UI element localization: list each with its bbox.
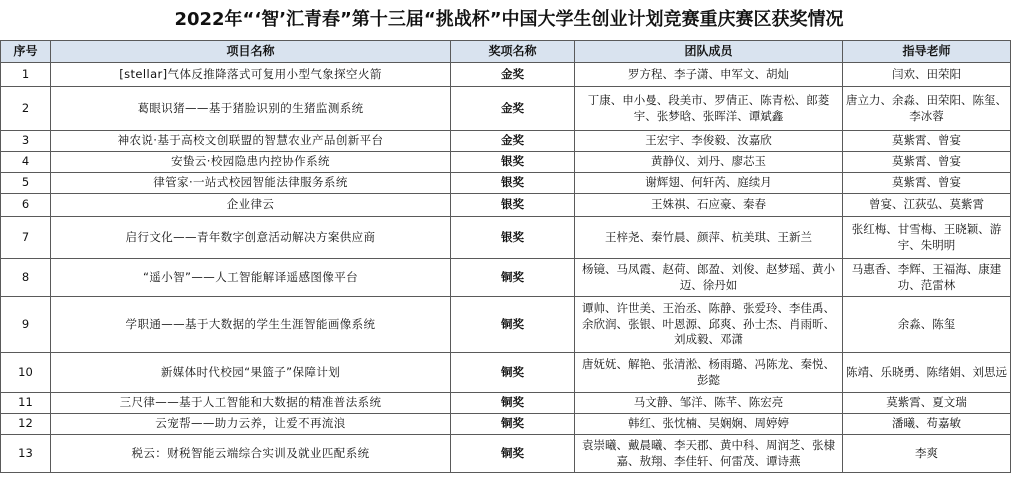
team-members: 袁崇曦、戴晨曦、李天郡、黄中科、周润芝、张棣嘉、敖翔、李佳轩、何雷茂、谭诗燕 bbox=[575, 435, 843, 473]
team-members: 丁康、申小曼、段美市、罗倩正、陈青松、郎菱宇、张梦晗、张晖洋、谭斌鑫 bbox=[575, 87, 843, 131]
advisors: 莫紫霄、曾宴 bbox=[843, 152, 1011, 173]
table-row bbox=[1, 87, 1011, 131]
team-members: 王梓尧、秦竹晨、颜萍、杭美琪、王新兰 bbox=[575, 217, 843, 259]
advisors: 陈靖、乐晓勇、陈绪娟、刘思远 bbox=[843, 353, 1011, 393]
award-level: 银奖 bbox=[451, 194, 575, 217]
table-row bbox=[1, 131, 1011, 152]
award-level: 银奖 bbox=[451, 152, 575, 173]
advisors: 莫紫霄、曾宴 bbox=[843, 131, 1011, 152]
advisors: 唐立力、余淼、田荣阳、陈玺、李冰蓉 bbox=[843, 87, 1011, 131]
advisors: 闫欢、田荣阳 bbox=[843, 63, 1011, 87]
table-row bbox=[1, 435, 1011, 473]
project-name: [stellar]气体反推降落式可复用小型气象探空火箭 bbox=[51, 63, 451, 87]
row-no: 1 bbox=[1, 63, 51, 87]
award-table bbox=[0, 40, 1011, 473]
project-name: 律管家·一站式校园智能法律服务系统 bbox=[51, 173, 451, 194]
project-name: 安蛰云·校园隐患内控协作系统 bbox=[51, 152, 451, 173]
row-no: 6 bbox=[1, 194, 51, 217]
table-row bbox=[1, 173, 1011, 194]
header-no: 序号 bbox=[1, 41, 51, 63]
award-level: 银奖 bbox=[451, 217, 575, 259]
table-row bbox=[1, 414, 1011, 435]
award-level: 铜奖 bbox=[451, 259, 575, 297]
team-members: 马文静、邹洋、陈芊、陈宏亮 bbox=[575, 393, 843, 414]
table-row bbox=[1, 152, 1011, 173]
page-title: 2022年“‘智’汇青春”第十三届“挑战杯”中国大学生创业计划竞赛重庆赛区获奖情况 bbox=[174, 9, 844, 30]
advisors: 李爽 bbox=[843, 435, 1011, 473]
project-name: 葛眼识猪——基于猪脸识别的生猪监测系统 bbox=[51, 87, 451, 131]
row-no: 11 bbox=[1, 393, 51, 414]
row-no: 9 bbox=[1, 297, 51, 353]
advisors: 潘曦、苟嘉敏 bbox=[843, 414, 1011, 435]
team-members: 杨镜、马凤霞、赵荷、郎盈、刘俊、赵梦瑶、黄小迈、徐丹如 bbox=[575, 259, 843, 297]
table-row bbox=[1, 63, 1011, 87]
project-name: 学职通——基于大数据的学生生涯智能画像系统 bbox=[51, 297, 451, 353]
row-no: 10 bbox=[1, 353, 51, 393]
award-level: 铜奖 bbox=[451, 393, 575, 414]
row-no: 7 bbox=[1, 217, 51, 259]
row-no: 3 bbox=[1, 131, 51, 152]
row-no: 12 bbox=[1, 414, 51, 435]
table-row bbox=[1, 393, 1011, 414]
row-no: 13 bbox=[1, 435, 51, 473]
header-row bbox=[1, 41, 1011, 63]
advisors: 余淼、陈玺 bbox=[843, 297, 1011, 353]
advisors: 莫紫霄、曾宴 bbox=[843, 173, 1011, 194]
table-row bbox=[1, 194, 1011, 217]
project-name: 新媒体时代校园“果篮子”保障计划 bbox=[51, 353, 451, 393]
header-project: 项目名称 bbox=[51, 41, 451, 63]
award-level: 金奖 bbox=[451, 63, 575, 87]
award-level: 铜奖 bbox=[451, 297, 575, 353]
row-no: 4 bbox=[1, 152, 51, 173]
row-no: 2 bbox=[1, 87, 51, 131]
header-advisor: 指导老师 bbox=[843, 41, 1011, 63]
award-level: 银奖 bbox=[451, 173, 575, 194]
project-name: 三尺律——基于人工智能和大数据的精准普法系统 bbox=[51, 393, 451, 414]
team-members: 王姝祺、石应豪、秦春 bbox=[575, 194, 843, 217]
award-level: 铜奖 bbox=[451, 414, 575, 435]
team-members: 唐妩妩、解艳、张清淞、杨雨璐、冯陈龙、秦悦、彭懿 bbox=[575, 353, 843, 393]
project-name: 云宠帮——助力云养，让爱不再流浪 bbox=[51, 414, 451, 435]
project-name: 税云：财税智能云端综合实训及就业匹配系统 bbox=[51, 435, 451, 473]
advisors: 莫紫霄、夏文瑞 bbox=[843, 393, 1011, 414]
advisors: 马惠香、李辉、王福海、康建功、范雷林 bbox=[843, 259, 1011, 297]
table-row bbox=[1, 259, 1011, 297]
award-level: 铜奖 bbox=[451, 353, 575, 393]
award-level: 金奖 bbox=[451, 131, 575, 152]
project-name: 启行文化——青年数字创意活动解决方案供应商 bbox=[51, 217, 451, 259]
header-award: 奖项名称 bbox=[451, 41, 575, 63]
table-row bbox=[1, 217, 1011, 259]
project-name: 企业律云 bbox=[51, 194, 451, 217]
header-team: 团队成员 bbox=[575, 41, 843, 63]
project-name: 神农说·基于高校文创联盟的智慧农业产品创新平台 bbox=[51, 131, 451, 152]
table-row bbox=[1, 297, 1011, 353]
row-no: 8 bbox=[1, 259, 51, 297]
team-members: 谢辉翅、何轩芮、庭续月 bbox=[575, 173, 843, 194]
award-level: 金奖 bbox=[451, 87, 575, 131]
table-row bbox=[1, 353, 1011, 393]
team-members: 罗方程、李子潇、申军文、胡灿 bbox=[575, 63, 843, 87]
team-members: 黄静仪、刘丹、廖芯玉 bbox=[575, 152, 843, 173]
advisors: 曾宴、江荻弘、莫紫霄 bbox=[843, 194, 1011, 217]
team-members: 王宏宇、李俊毅、汝嘉欣 bbox=[575, 131, 843, 152]
row-no: 5 bbox=[1, 173, 51, 194]
project-name: “遥小智”——人工智能解译遥感图像平台 bbox=[51, 259, 451, 297]
award-level: 铜奖 bbox=[451, 435, 575, 473]
team-members: 谭帅、许世美、王治丞、陈静、张爱玲、李佳禹、余欣润、张银、叶恩源、邱爽、孙士杰、肖雨昕、刘成毅、邓潇 bbox=[575, 297, 843, 353]
team-members: 韩红、张忱楠、吴娴娴、周婷婷 bbox=[575, 414, 843, 435]
advisors: 张红梅、甘雪梅、王晓颖、游宇、朱明明 bbox=[843, 217, 1011, 259]
